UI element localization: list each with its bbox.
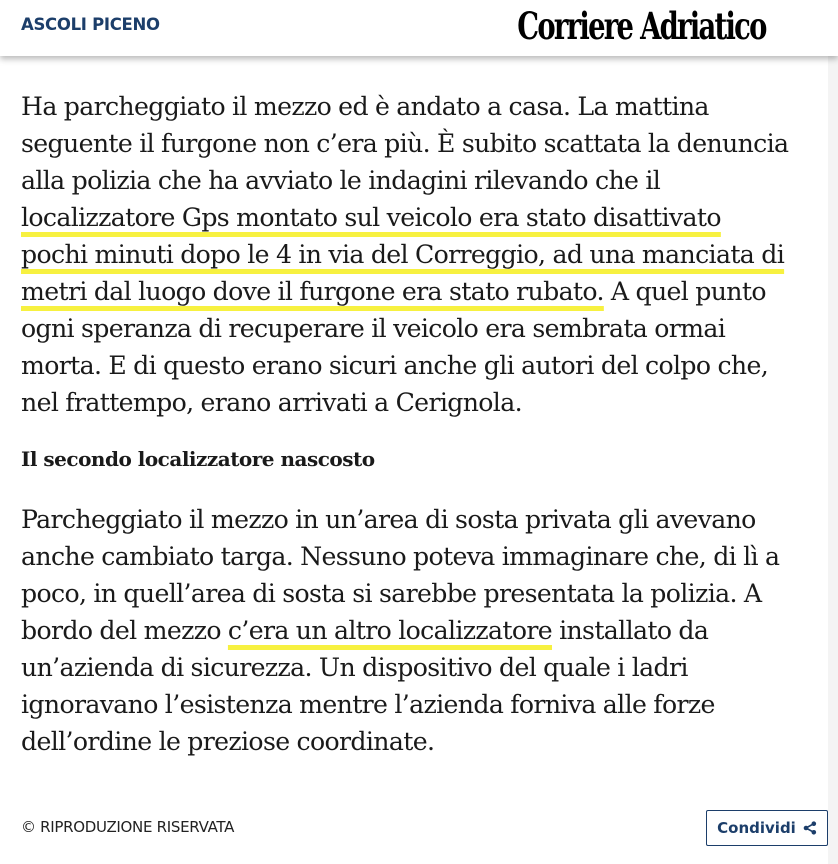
article-paragraph	[21, 88, 811, 421]
article-body	[21, 88, 811, 760]
text-segment: seguente il furgone non c’era più. È subito scattata la denuncia	[21, 129, 789, 158]
article-subheading: Il secondo localizzatore nascosto	[21, 447, 375, 471]
share-button[interactable]	[706, 810, 828, 846]
text-segment: bordo del mezzo	[21, 616, 228, 645]
text-line	[21, 723, 811, 760]
text-line	[21, 538, 811, 575]
highlighted-text: localizzatore Gps montato sul veicolo era stato disattivato	[21, 203, 721, 232]
highlighted-text: metri dal luogo dove il furgone era stato rubato.	[21, 277, 604, 306]
text-line	[21, 88, 811, 125]
text-segment: anche cambiato targa. Nessuno poteva immaginare che, di lì a	[21, 542, 780, 571]
text-line	[21, 347, 811, 384]
highlighted-text: c’era un altro localizzatore	[227, 616, 553, 645]
top-bar	[0, 0, 838, 56]
article-paragraph	[21, 501, 811, 760]
text-line	[21, 575, 811, 612]
text-line	[21, 686, 811, 723]
text-segment: ignoravano l’esistenza mentre l’azienda forniva alle forze	[21, 690, 715, 719]
text-segment: un’azienda di sicurezza. Un dispositivo del quale i ladri	[21, 653, 688, 682]
text-segment: Parcheggiato il mezzo in un’area di sosta privata gli avevano	[21, 505, 756, 534]
copyright-notice: © RIPRODUZIONE RISERVATA	[21, 818, 235, 836]
text-line	[21, 310, 811, 347]
text-line	[21, 501, 811, 538]
text-line	[21, 125, 811, 162]
text-line	[21, 649, 811, 686]
section-link[interactable]: ASCOLI PICENO	[21, 15, 160, 34]
text-line	[21, 384, 811, 421]
text-segment: installato da	[552, 616, 709, 645]
text-line	[21, 199, 811, 236]
text-segment: morta. E di questo erano sicuri anche gli autori del colpo che,	[21, 351, 769, 380]
text-segment: dell’ordine le preziose coordinate.	[21, 727, 435, 756]
text-segment: alla polizia che ha avviato le indagini rilevando che il	[21, 166, 661, 195]
share-icon	[803, 821, 817, 835]
text-segment: nel frattempo, erano arrivati a Cerignola.	[21, 388, 522, 417]
text-segment: Ha parcheggiato il mezzo ed è andato a casa. La mattina	[21, 92, 709, 121]
text-segment: poco, in quell’area di sosta si sarebbe presentata la polizia. A	[21, 579, 762, 608]
highlighted-text: pochi minuti dopo le 4 in via del Correggio, ad una manciata di	[21, 240, 785, 269]
share-label: Condividi	[717, 819, 796, 837]
text-segment: ogni speranza di recuperare il veicolo era sembrata ormai	[21, 314, 726, 343]
text-line	[21, 612, 811, 649]
text-line	[21, 273, 811, 310]
text-line	[21, 236, 811, 273]
scrollbar-track[interactable]	[828, 56, 838, 864]
text-line	[21, 162, 811, 199]
text-segment: A quel punto	[603, 277, 766, 306]
site-logo[interactable]: Corriere Adriatico	[517, 4, 766, 48]
